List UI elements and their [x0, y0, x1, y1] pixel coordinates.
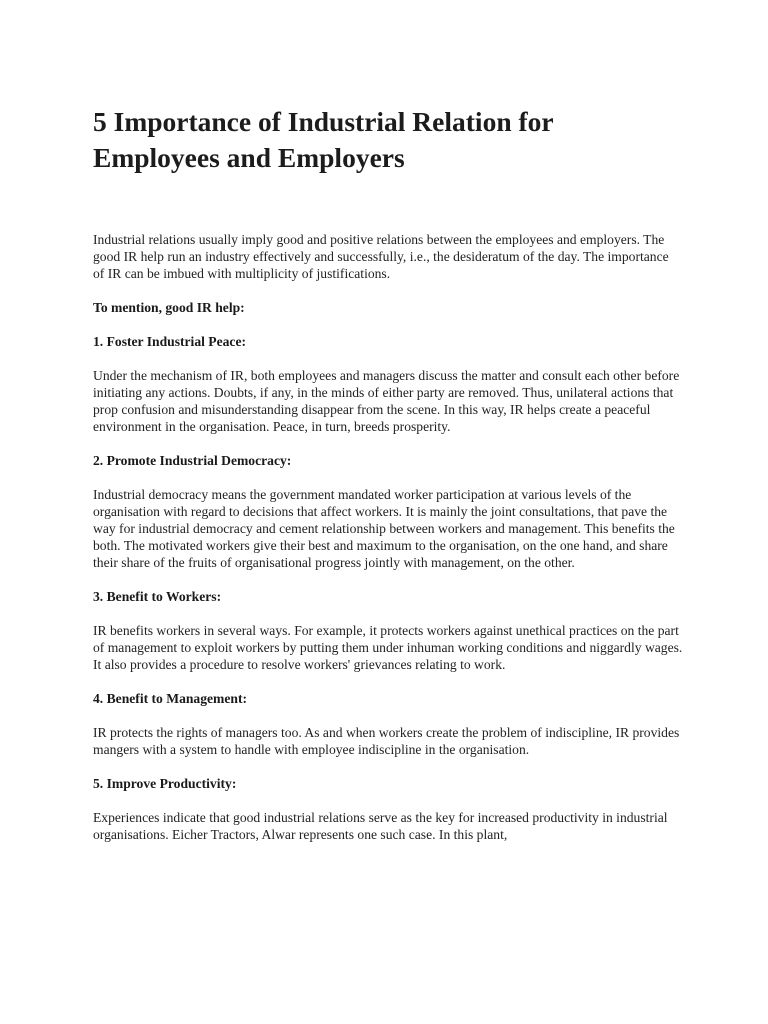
- section-benefit-to-management: [93, 690, 683, 758]
- intro-paragraph: Industrial relations usually imply good and positive relations between the employees and employers. The good IR help run an industry effectively and successfully, i.e., the desideratum of the day. The importance of IR can be imbued with multiplicity of justifications.: [93, 232, 669, 281]
- section-promote-industrial-democracy: [93, 452, 683, 571]
- section-body: Under the mechanism of IR, both employees and managers discuss the matter and consult each other before initiating any actions. Doubts, if any, in the minds of either party are removed. Thus, unilateral actions that prop confusion and misunderstanding disappear from the scene. In this way, IR helps create a peaceful environment in the organisation. Peace, in turn, breeds prosperity.: [93, 368, 680, 434]
- section-heading: 5. Improve Productivity:: [93, 776, 237, 791]
- section-heading: 3. Benefit to Workers:: [93, 589, 222, 604]
- lead-in-text: To mention, good IR help:: [93, 300, 245, 315]
- section-heading: 2. Promote Industrial Democracy:: [93, 453, 292, 468]
- section-heading: 4. Benefit to Management:: [93, 691, 248, 706]
- title-spacer: [93, 176, 683, 231]
- section-body: IR protects the rights of managers too. As and when workers create the problem of indiscipline, IR provides mangers with a system to handle with employee indiscipline in the organisation.: [93, 725, 680, 757]
- section-body: IR benefits workers in several ways. For example, it protects workers against unethical practices on the part of management to exploit workers by putting them under inhuman working conditions and niggardly wages. It also provides a procedure to resolve workers' grievances relating to work.: [93, 623, 683, 672]
- section-body: Industrial democracy means the government mandated worker participation at various levels of the organisation with regard to decisions that affect workers. It is mainly the joint consultations, that pave the way for industrial democracy and cement relationship between workers and management. This benefits the both. The motivated workers give their best and maximum to the organisation, on the one hand, and share their share of the fruits of organisational progress jointly with management, on the other.: [93, 487, 675, 570]
- document-title: 5 Importance of Industrial Relation for Employees and Employers: [93, 106, 554, 173]
- section-foster-industrial-peace: [93, 333, 683, 435]
- section-heading: 1. Foster Industrial Peace:: [93, 334, 247, 349]
- section-body: Experiences indicate that good industrial relations serve as the key for increased productivity in industrial organisations. Eicher Tractors, Alwar represents one such case. In this plant,: [93, 810, 668, 842]
- document-page: [93, 104, 683, 843]
- section-benefit-to-workers: [93, 588, 683, 673]
- section-improve-productivity: [93, 775, 683, 843]
